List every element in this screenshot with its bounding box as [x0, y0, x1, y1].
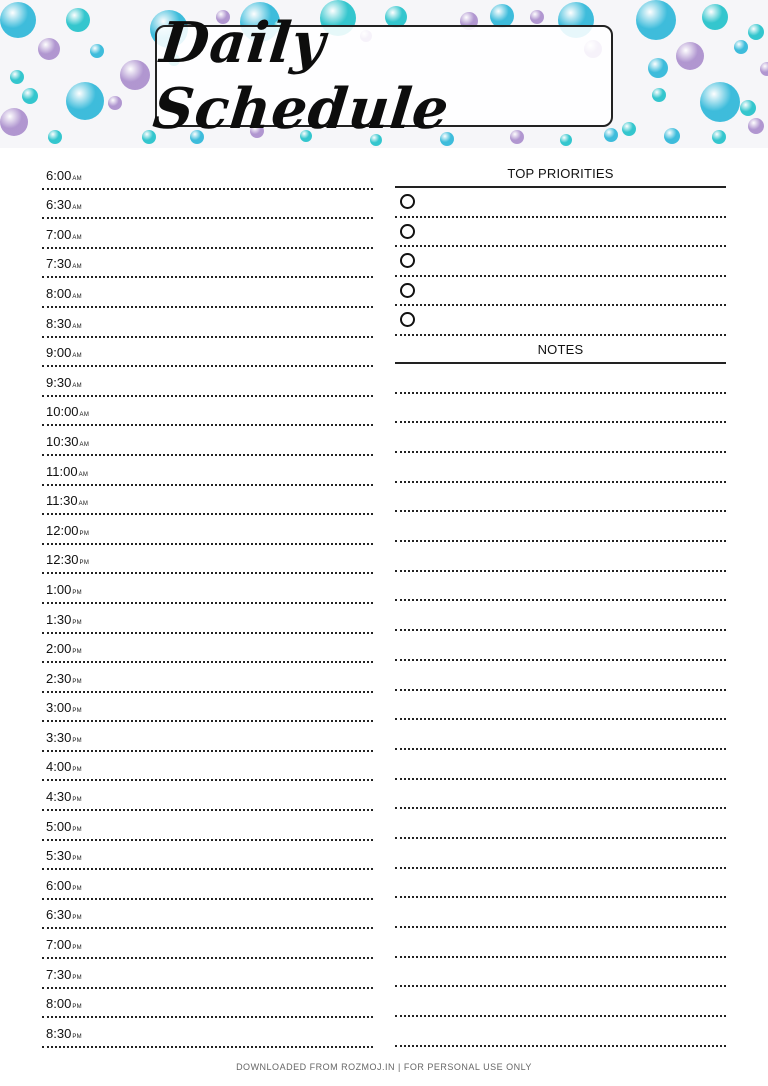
time-value: 1:00: [46, 581, 72, 597]
bubble-dot: [734, 40, 748, 54]
time-value: 6:30: [46, 197, 72, 213]
time-period: AM: [72, 293, 82, 300]
time-slot-label: [46, 819, 82, 834]
time-value: 8:00: [46, 285, 72, 301]
time-slot-row[interactable]: [42, 693, 373, 723]
time-period: PM: [72, 1004, 82, 1011]
note-line[interactable]: [395, 780, 726, 810]
note-line[interactable]: [395, 572, 726, 602]
time-value: 2:30: [46, 670, 72, 686]
note-line[interactable]: [395, 809, 726, 839]
time-slot-label: [46, 996, 82, 1011]
bubble-dot: [748, 118, 764, 134]
time-slot-label: [46, 464, 88, 479]
time-period: AM: [79, 412, 90, 419]
checkbox-circle-icon[interactable]: [400, 312, 415, 327]
bubble-dot: [38, 38, 60, 60]
checkbox-circle-icon[interactable]: [400, 253, 415, 268]
bubble-dot: [622, 122, 636, 136]
note-line[interactable]: [395, 898, 726, 928]
time-period: PM: [72, 945, 82, 952]
title-box: [150, 10, 613, 142]
time-slot-label: [46, 907, 82, 922]
time-slot-row[interactable]: [42, 426, 373, 456]
page-title: Daily Schedule: [150, 10, 453, 142]
bubble-dot: [702, 4, 728, 30]
time-value: 12:30: [46, 552, 79, 568]
note-line[interactable]: [395, 483, 726, 513]
time-period: PM: [72, 619, 82, 626]
time-period: PM: [72, 767, 82, 774]
time-slot-row[interactable]: [42, 604, 373, 634]
time-value: 5:00: [46, 818, 72, 834]
time-value: 4:00: [46, 759, 72, 775]
time-period: AM: [72, 234, 82, 241]
bubble-dot: [712, 130, 726, 144]
time-slot-row[interactable]: [42, 959, 373, 989]
time-period: PM: [72, 856, 82, 863]
bubble-dot: [108, 96, 122, 110]
time-period: PM: [72, 885, 82, 892]
time-slot-label: [46, 316, 82, 331]
time-period: PM: [72, 649, 82, 656]
time-slot-label: [46, 256, 82, 271]
time-period: AM: [72, 264, 82, 271]
priority-row[interactable]: [395, 247, 726, 277]
note-line[interactable]: [395, 720, 726, 750]
bubble-dot: [48, 130, 62, 144]
time-slot-row[interactable]: [42, 397, 373, 427]
time-value: 10:30: [46, 433, 79, 449]
time-slot-row[interactable]: [42, 515, 373, 545]
note-line[interactable]: [395, 928, 726, 958]
time-slot-label: [46, 345, 82, 360]
note-line[interactable]: [395, 839, 726, 869]
bubble-dot: [10, 70, 24, 84]
time-slot-row[interactable]: [42, 989, 373, 1019]
bubble-dot: [760, 62, 768, 76]
time-period: AM: [72, 353, 82, 360]
checkbox-circle-icon[interactable]: [400, 194, 415, 209]
note-line[interactable]: [395, 987, 726, 1017]
priority-row[interactable]: [395, 188, 726, 218]
time-slot-label: [46, 878, 82, 893]
priority-row[interactable]: [395, 218, 726, 248]
time-slot-label: [46, 937, 82, 952]
time-value: 9:00: [46, 345, 72, 361]
bubble-dot: [90, 44, 104, 58]
time-slot-row[interactable]: [42, 752, 373, 782]
checkbox-circle-icon[interactable]: [400, 224, 415, 239]
bubble-dot: [700, 82, 740, 122]
time-slot-label: [46, 197, 82, 212]
bubble-dot: [0, 2, 36, 38]
time-value: 10:00: [46, 404, 79, 420]
note-line[interactable]: [395, 869, 726, 899]
time-slot-row[interactable]: [42, 190, 373, 220]
note-line[interactable]: [395, 1017, 726, 1047]
time-slot-label: [46, 286, 82, 301]
time-value: 1:30: [46, 611, 72, 627]
time-value: 12:00: [46, 522, 79, 538]
time-slot-row[interactable]: [42, 811, 373, 841]
time-value: 3:30: [46, 729, 72, 745]
time-slot-row[interactable]: [42, 900, 373, 930]
time-period: PM: [72, 1033, 82, 1040]
time-slot-row[interactable]: [42, 545, 373, 575]
time-period: AM: [79, 441, 90, 448]
time-slot-row[interactable]: [42, 338, 373, 368]
time-slot-label: [46, 1026, 82, 1041]
time-slot-row[interactable]: [42, 456, 373, 486]
note-line[interactable]: [395, 423, 726, 453]
time-value: 3:00: [46, 700, 72, 716]
time-slot-label: [46, 700, 82, 715]
note-line[interactable]: [395, 750, 726, 780]
time-slot-list: [42, 160, 373, 1048]
note-line[interactable]: [395, 661, 726, 691]
time-slot-label: [46, 375, 82, 390]
time-period: PM: [72, 737, 82, 744]
time-value: 2:00: [46, 641, 72, 657]
time-period: PM: [72, 826, 82, 833]
time-slot-row[interactable]: [42, 929, 373, 959]
bubble-dot: [664, 128, 680, 144]
time-value: 8:30: [46, 315, 72, 331]
bubble-dot: [652, 88, 666, 102]
time-slot-label: [46, 434, 89, 449]
time-slot-row[interactable]: [42, 574, 373, 604]
time-slot-row[interactable]: [42, 841, 373, 871]
priorities-heading: TOP PRIORITIES: [395, 160, 726, 188]
time-slot-label: [46, 168, 82, 183]
time-slot-row[interactable]: [42, 160, 373, 190]
bubble-dot: [22, 88, 38, 104]
time-value: 6:30: [46, 907, 72, 923]
time-period: AM: [72, 205, 82, 212]
time-slot-label: [46, 227, 82, 242]
note-line[interactable]: [395, 453, 726, 483]
time-period: AM: [72, 382, 82, 389]
time-slot-label: [46, 612, 82, 627]
time-period: PM: [72, 974, 82, 981]
time-value: 6:00: [46, 167, 72, 183]
time-slot-row[interactable]: [42, 663, 373, 693]
time-slot-row[interactable]: [42, 486, 373, 516]
time-slot-label: [46, 730, 82, 745]
time-value: 8:30: [46, 1025, 72, 1041]
time-period: PM: [72, 915, 82, 922]
time-period: AM: [72, 323, 82, 330]
priorities-list: [395, 188, 726, 336]
note-line[interactable]: [395, 631, 726, 661]
time-slot-row[interactable]: [42, 870, 373, 900]
time-slot-label: [46, 404, 89, 419]
bubble-dot: [0, 108, 28, 136]
bubble-dot: [120, 60, 150, 90]
notes-heading: NOTES: [395, 336, 726, 364]
bubble-dot: [676, 42, 704, 70]
time-slot-row[interactable]: [42, 634, 373, 664]
time-slot-row[interactable]: [42, 308, 373, 338]
time-value: 9:30: [46, 374, 72, 390]
note-line[interactable]: [395, 542, 726, 572]
time-value: 11:00: [46, 463, 78, 479]
time-slot-row[interactable]: [42, 249, 373, 279]
time-value: 11:30: [46, 493, 78, 509]
time-slot-label: [46, 493, 88, 508]
note-line[interactable]: [395, 394, 726, 424]
bubble-dot: [648, 58, 668, 78]
priority-row[interactable]: [395, 277, 726, 307]
header-banner: [0, 0, 768, 148]
time-slot-row[interactable]: [42, 722, 373, 752]
time-period: PM: [72, 708, 82, 715]
time-period: PM: [72, 797, 82, 804]
time-slot-label: [46, 582, 82, 597]
bubble-dot: [66, 8, 90, 32]
time-slot-label: [46, 789, 82, 804]
time-value: 7:00: [46, 226, 72, 242]
notes-list: [395, 364, 726, 1047]
checkbox-circle-icon[interactable]: [400, 283, 415, 298]
time-period: PM: [72, 678, 82, 685]
time-slot-label: [46, 552, 89, 567]
time-value: 7:00: [46, 937, 72, 953]
time-period: AM: [78, 471, 89, 478]
time-value: 7:30: [46, 966, 72, 982]
time-value: 4:30: [46, 789, 72, 805]
time-slot-label: [46, 967, 82, 982]
time-slot-label: [46, 523, 89, 538]
bubble-dot: [740, 100, 756, 116]
time-slot-row[interactable]: [42, 1018, 373, 1048]
note-line[interactable]: [395, 364, 726, 394]
footer-text: DOWNLOADED FROM ROZMOJ.IN | FOR PERSONAL USE ONLY: [236, 1062, 532, 1072]
bubble-dot: [66, 82, 104, 120]
priority-row[interactable]: [395, 306, 726, 336]
time-value: 5:30: [46, 848, 72, 864]
time-slot-row[interactable]: [42, 219, 373, 249]
time-value: 8:00: [46, 996, 72, 1012]
time-slot-label: [46, 671, 82, 686]
bubble-dot: [748, 24, 764, 40]
note-line[interactable]: [395, 958, 726, 988]
note-line[interactable]: [395, 691, 726, 721]
time-period: PM: [79, 530, 90, 537]
note-line[interactable]: [395, 601, 726, 631]
time-slot-row[interactable]: [42, 781, 373, 811]
bubble-dot: [636, 0, 676, 40]
time-slot-label: [46, 759, 82, 774]
time-value: 6:00: [46, 877, 72, 893]
time-slot-row[interactable]: [42, 278, 373, 308]
time-value: 7:30: [46, 256, 72, 272]
time-period: PM: [79, 560, 90, 567]
time-period: AM: [78, 501, 89, 508]
time-period: AM: [72, 175, 82, 182]
note-line[interactable]: [395, 512, 726, 542]
time-slot-row[interactable]: [42, 367, 373, 397]
time-period: PM: [72, 589, 82, 596]
bubble-dot: [604, 128, 618, 142]
time-slot-label: [46, 848, 82, 863]
time-slot-label: [46, 641, 82, 656]
right-column: [395, 160, 726, 1047]
